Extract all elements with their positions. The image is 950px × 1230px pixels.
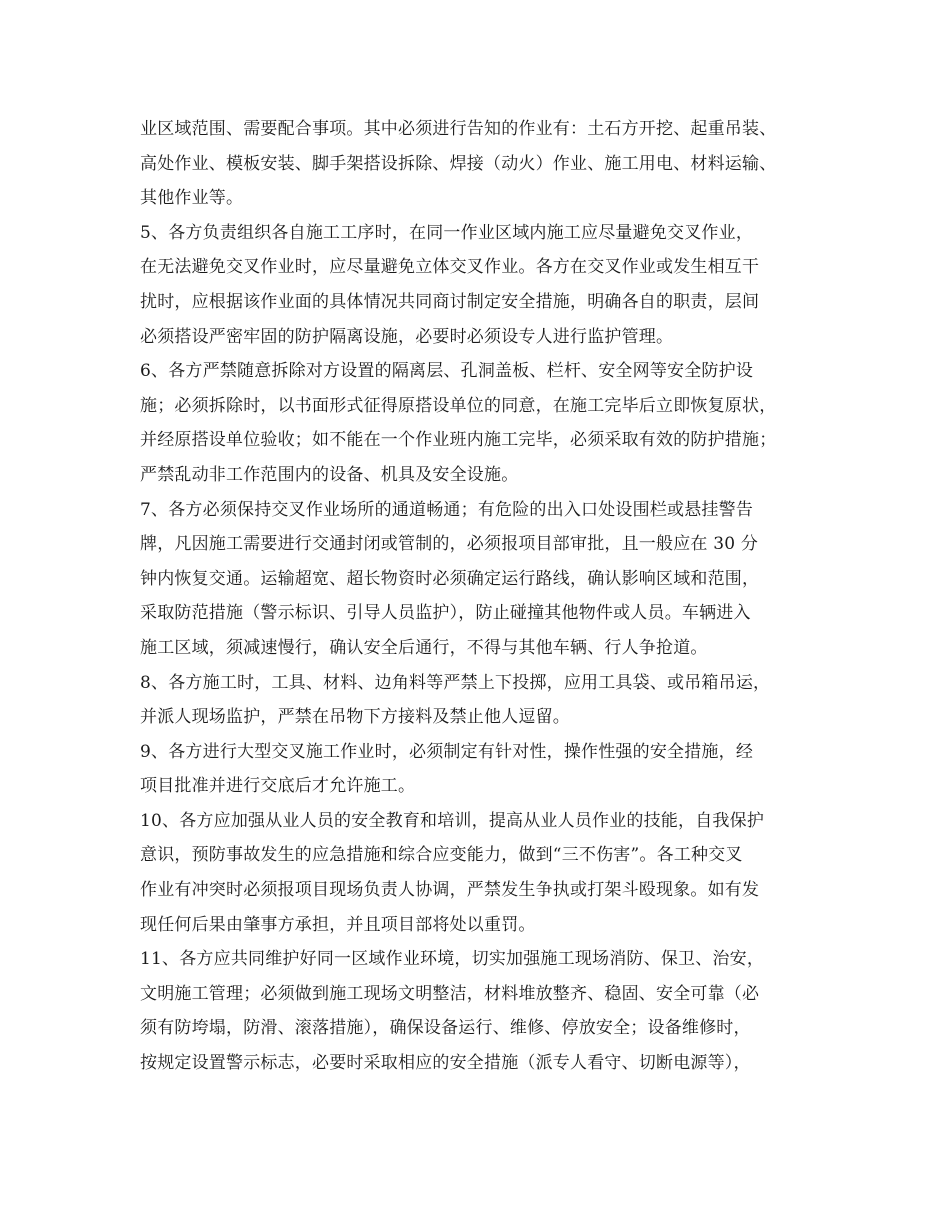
text-line: 按规定设置警示标志，必要时采取相应的安全措施（派专人看守、切断电源等），: [140, 1053, 751, 1074]
text-line: 9、各方进行大型交叉施工作业时，必须制定有针对性，操作性强的安全措施，经: [140, 741, 754, 762]
text-line: 施；必须拆除时，以书面形式征得原搭设单位的同意，在施工完毕后立即恢复原状，: [140, 395, 777, 416]
text-line: 6、各方严禁随意拆除对方设置的隔离层、孔洞盖板、栏杆、安全网等安全防护设: [140, 361, 754, 382]
text-line: 7、各方必须保持交叉作业场所的通道畅通；有危险的出入口处设围栏或悬挂警告: [140, 499, 754, 520]
text-line: 现任何后果由肇事方承担，并且项目部将处以重罚。: [140, 914, 536, 935]
text-line: 其他作业等。: [140, 188, 244, 209]
text-line: 11、各方应共同维护好同一区域作业环境，切实加强施工现场消防、保卫、治安，: [140, 949, 765, 970]
text-line: 采取防范措施（警示标识、引导人员监护），防止碰撞其他物件或人员。车辆进入: [140, 603, 751, 624]
document-body: [140, 112, 830, 1081]
text-line: 在无法避免交叉作业时，应尽量避免立体交叉作业。各方在交叉作业或发生相互干: [140, 257, 760, 278]
text-line: 牌，凡因施工需要进行交通封闭或管制的，必须报项目部审批，且一般应在 30 分: [140, 534, 759, 555]
text-line: 项目批准并进行交底后才允许施工。: [140, 776, 416, 797]
text-line: 业区域范围、需要配合事项。其中必须进行告知的作业有：土石方开挖、起重吊装、: [140, 119, 777, 139]
text-line: 意识，预防事故发生的应急措施和综合应变能力，做到“三不伤害”。各工种交叉: [140, 845, 743, 866]
text-line: 5、各方负责组织各自施工工序时，在同一作业区域内施工应尽量避免交叉作业，: [140, 222, 754, 243]
text-line: 文明施工管理；必须做到施工现场文明整洁，材料堆放整齐、稳固、安全可靠（必: [140, 983, 760, 1004]
text-line: 作业有冲突时必须报项目现场负责人协调，严禁发生争执或打架斗殴现象。如有发: [140, 880, 760, 901]
text-line: 必须搭设严密牢固的防护隔离设施，必要时必须设专人进行监护管理。: [140, 326, 674, 347]
text-line: 并派人现场监护，严禁在吊物下方接料及禁止他人逗留。: [140, 707, 570, 728]
text-line: 严禁乱动非工作范围内的设备、机具及安全设施。: [140, 464, 519, 485]
text-line: 并经原搭设单位验收；如不能在一个作业班内施工完毕，必须采取有效的防护措施；: [140, 430, 777, 451]
text-line: 高处作业、模板安装、脚手架搭设拆除、焊接（动火）作业、施工用电、材料运输、: [140, 153, 777, 174]
text-line: 钟内恢复交通。运输超宽、超长物资时必须确定运行路线，确认影响区域和范围，: [140, 568, 760, 589]
text-line: 扰时，应根据该作业面的具体情况共同商讨制定安全措施，明确各自的职责，层间: [140, 291, 760, 312]
text-line: 须有防垮塌，防滑、滚落措施），确保设备运行、维修、停放安全；设备维修时，: [140, 1018, 751, 1039]
text-line: 施工区域，须减速慢行，确认安全后通行，不得与其他车辆、行人争抢道。: [140, 637, 708, 658]
text-line: 10、各方应加强从业人员的安全教育和培训，提高从业人员作业的技能，自我保护: [140, 810, 765, 831]
text-line: 8、各方施工时，工具、材料、边角料等严禁上下投掷，应用工具袋、或吊箱吊运，: [140, 672, 771, 693]
